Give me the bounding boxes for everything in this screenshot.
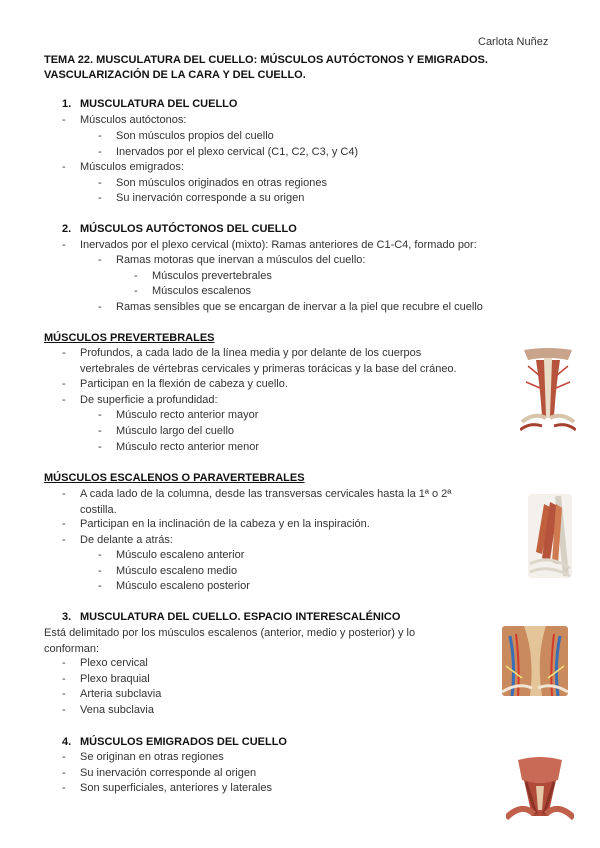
list-item: - Músculo recto anterior menor <box>98 441 260 453</box>
list-item: - Músculo escaleno posterior <box>98 580 250 592</box>
escalenos-heading: MÚSCULOS ESCALENOS O PARAVERTEBRALES <box>44 472 305 484</box>
list-item: - Profundos, a cada lado de la línea media y por delante de los cuerpos vertebrales de vértebras cervicales y primeras torácicas y la base del cráneo. <box>62 347 457 375</box>
section-3-intro: Está delimitado por los músculos escalenos (anterior, medio y posterior) y lo conforman: <box>44 627 416 655</box>
list-item: - Ramas motoras que inervan a músculos del cuello: <box>98 254 366 266</box>
section-title: MÚSCULOS EMIGRADOS DEL CUELLO <box>80 736 287 748</box>
list-item: - Su inervación corresponde al origen <box>62 767 257 779</box>
list-item: - Músculos emigrados: <box>62 161 184 173</box>
section-3-heading <box>62 611 400 623</box>
list-item: - Vena subclavia <box>62 704 154 716</box>
list-item: - Son músculos propios del cuello <box>98 130 274 142</box>
list-item: - Plexo cervical <box>62 657 148 669</box>
list-item: - Músculo escaleno medio <box>98 565 238 577</box>
section-title: MUSCULATURA DEL CUELLO. ESPACIO INTERESCALÉNICO <box>80 611 401 623</box>
list-item: - Son superficiales, anteriores y laterales <box>62 782 272 794</box>
section-4-heading <box>62 736 287 748</box>
section-title: MÚSCULOS AUTÓCTONOS DEL CUELLO <box>80 223 297 235</box>
list-item: - Inervados por el plexo cervical (C1, C2, C3, y C4) <box>98 146 359 158</box>
section-title: MUSCULATURA DEL CUELLO <box>80 98 238 110</box>
title-line-2: VASCULARIZACIÓN DE LA CARA Y DEL CUELLO. <box>44 69 306 81</box>
list-item: - Son músculos originados en otras regiones <box>98 177 327 189</box>
list-item: - Arteria subclavia <box>62 688 162 700</box>
list-item: - Músculo largo del cuello <box>98 425 235 437</box>
list-item: - Músculos escalenos <box>134 285 252 297</box>
section-number: 3. <box>62 611 72 623</box>
list-item: - Se originan en otras regiones <box>62 751 224 763</box>
prevertebral-muscles-illustration <box>520 346 576 432</box>
list-item: - Músculos prevertebrales <box>134 270 272 282</box>
list-item: - Plexo braquial <box>62 673 150 685</box>
jaw-shape <box>518 757 562 783</box>
section-number: 4. <box>62 736 72 748</box>
list-item: - Su inervación corresponde a su origen <box>98 192 305 204</box>
list-item: - Músculo recto anterior mayor <box>98 409 259 421</box>
author-name: Carlota Nuñez <box>478 36 549 48</box>
section-number: 2. <box>62 223 72 235</box>
rib-muscle-shape <box>520 425 576 430</box>
interscalene-space-illustration <box>502 626 568 696</box>
scalene-muscles-illustration <box>528 494 572 578</box>
list-item: - Músculos autóctonos: <box>62 114 187 126</box>
prevertebrales-heading: MÚSCULOS PREVERTEBRALES <box>44 332 215 344</box>
section-2-heading <box>62 223 297 235</box>
list-item: - Ramas sensibles que se encargan de inervar a la piel que recubre el cuello <box>98 301 483 313</box>
list-item: - De superficie a profundidad: <box>62 394 218 406</box>
title-line-1: TEMA 22. MUSCULATURA DEL CUELLO: MÚSCULOS AUTÓCTONOS Y EMIGRADOS. <box>44 54 488 66</box>
section-1-heading <box>62 98 237 110</box>
section-number: 1. <box>62 98 72 110</box>
list-item: - Músculo escaleno anterior <box>98 549 245 561</box>
list-item: - De delante a atrás: <box>62 534 173 546</box>
list-item: - Participan en la flexión de cabeza y cuello. <box>62 378 288 390</box>
list-item: - Participan en la inclinación de la cabeza y en la inspiración. <box>62 518 370 530</box>
list-item: - Inervados por el plexo cervical (mixto): Ramas anteriores de C1-C4, formado por: <box>62 239 477 251</box>
list-item: - A cada lado de la columna, desde las transversas cervicales hasta la 1ª o 2ª costilla. <box>62 488 452 516</box>
superficial-neck-muscles-illustration <box>506 756 574 822</box>
page-title <box>44 53 564 83</box>
